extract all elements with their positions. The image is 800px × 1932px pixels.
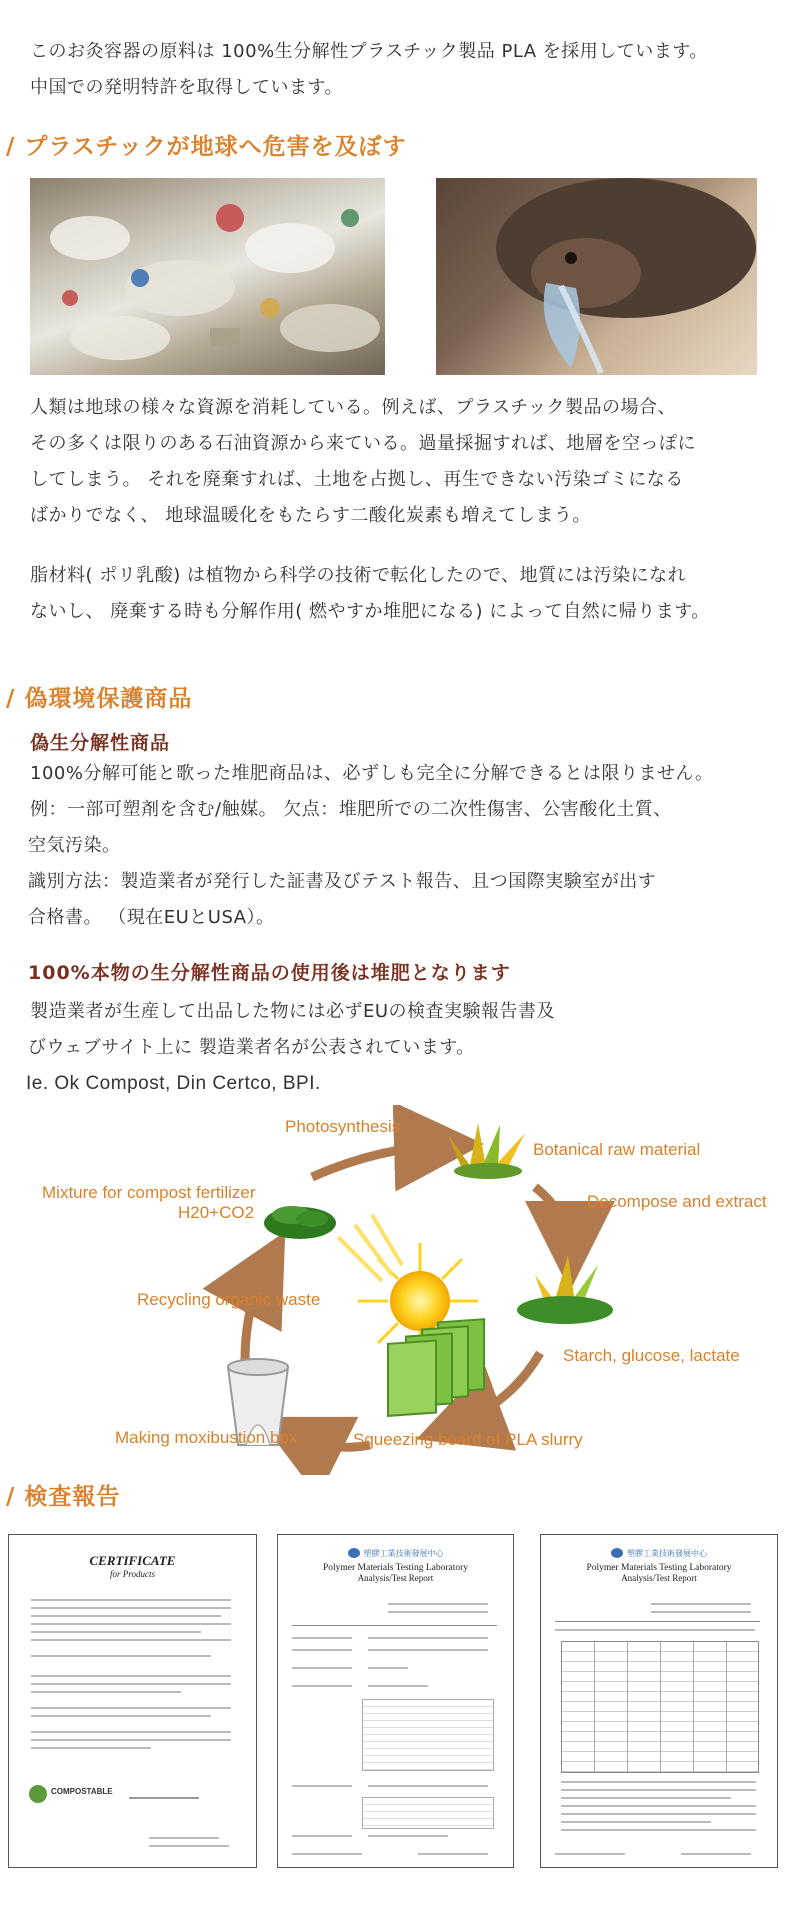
fake-biodegradable-subheading: 偽生分解性商品 [30,732,171,754]
intro-line-1: このお灸容器の原料は 100%生分解性プラスチック製品 PLA を採用しています。 [30,41,708,62]
section2-body2-line2: びウェブサイト上に 製造業者名が公表されています。 [28,1037,475,1058]
arrow-photosynthesis [312,1145,448,1177]
compostable-logo-icon [29,1785,47,1803]
section2-body1-line3: 空気汚染。 [28,835,121,856]
lab-report-title-2: Polymer Materials Testing Laboratory [586,1563,732,1573]
cycle-label-decompose: Decompose and extract [587,1192,767,1211]
garbage-landfill-photo [30,178,385,375]
section2-body1-line4: 識別方法：製造業者が発行した証書及びテスト報告、且つ国際実験室が出す [28,871,657,892]
section2-body1-line2: 例：一部可塑剤を含む/触媒。 欠点：堆肥所での二次性傷害、公害酸化土質、 [30,799,672,820]
section-heading-plastic-harm: / プラスチックが地球へ危害を及ぼす [6,134,407,160]
compostable-certificate-document [8,1534,257,1868]
lab-logo-icon [348,1548,360,1558]
genuine-biodegradable-subheading: 100%本物の生分解性商品の使用後は堆肥となります [28,962,511,984]
section-heading-test-report: / 検査報告 [6,1484,121,1510]
pla-lifecycle-diagram [0,1105,800,1475]
lab-test-report-document-2 [540,1534,778,1868]
cycle-label-h2o-co2: H20+CO2 [178,1203,255,1222]
arrow-decompose [535,1187,570,1255]
botanical-plant-icon [448,1123,525,1179]
pla-board-icon [388,1319,484,1416]
section2-body1-line1: 100%分解可能と歌った堆肥商品は、必ずしも完全に分解できるとは限りません。 [30,763,714,784]
section1-para1-line2: その多くは限りのある石油資源から来ている。過量採掘すれば、地層を空っぽに [30,433,696,454]
section2-body1-line5: 合格書。 （現在EUとUSA）。 [28,907,275,928]
compostable-logo-text: COMPOSTABLE [51,1787,113,1796]
starch-plant-icon [517,1255,613,1324]
section1-para2-line2: ないし、 廃棄する時も分解作用( 燃やすか堆肥になる) によって自然に帰ります。 [30,601,710,622]
lab-org-name-2: 塑膠工業技術發展中心 [627,1548,707,1558]
section-heading-fake-eco: / 偽環境保護商品 [6,686,193,712]
compost-icon [264,1206,336,1239]
lab-report-subtitle-2: Analysis/Test Report [621,1573,697,1583]
section1-para1-line3: してしまう。 それを廃棄すれば、土地を占拠し、再生できない汚染ゴミになる [30,469,684,490]
cycle-label-making: Making moxibustion box [115,1428,298,1447]
section2-body2-line1: 製造業者が生産して出品した物には必ずEUの検査実験報告書及 [30,1001,556,1022]
certificate-subtitle: for Products [110,1569,155,1579]
section1-para1-line1: 人類は地球の様々な資源を消耗している。例えば、プラスチック製品の場合、 [30,397,677,418]
cycle-label-starch: Starch, glucose, lactate [563,1346,740,1365]
section1-para2-line1: 脂材料( ポリ乳酸) は植物から科学の技術で転化したので、地質には汚染になれ [30,565,687,586]
section1-para1-line4: ばかりでなく、 地球温暖化をもたらす二酸化炭素も増えてしまう。 [30,505,591,526]
lab-logo-icon-2 [611,1548,623,1558]
lab-test-report-document-1 [277,1534,514,1868]
arrow-recycling [245,1263,268,1360]
section2-body2-line3: Ie. Ok Compost, Din Certco, BPI. [26,1073,321,1094]
cycle-label-mixture: Mixture for compost fertilizer [42,1183,256,1202]
cycle-label-recycling: Recycling organic waste [137,1290,321,1309]
certificate-title: CERTIFICATE [89,1553,176,1568]
lab-org-name: 塑膠工業技術發展中心 [363,1548,444,1558]
lab-report-title: Polymer Materials Testing Laboratory [322,1563,469,1573]
lab-report-subtitle: Analysis/Test Report [357,1573,434,1583]
sea-turtle-plastic-photo [436,178,757,375]
intro-line-2: 中国での発明特許を取得しています。 [30,77,344,98]
cycle-label-squeezing: Squeezing board of PLA slurry [353,1430,583,1449]
cycle-label-botanical: Botanical raw material [533,1140,701,1159]
cycle-label-photosynthesis: Photosynthesis [285,1117,401,1136]
